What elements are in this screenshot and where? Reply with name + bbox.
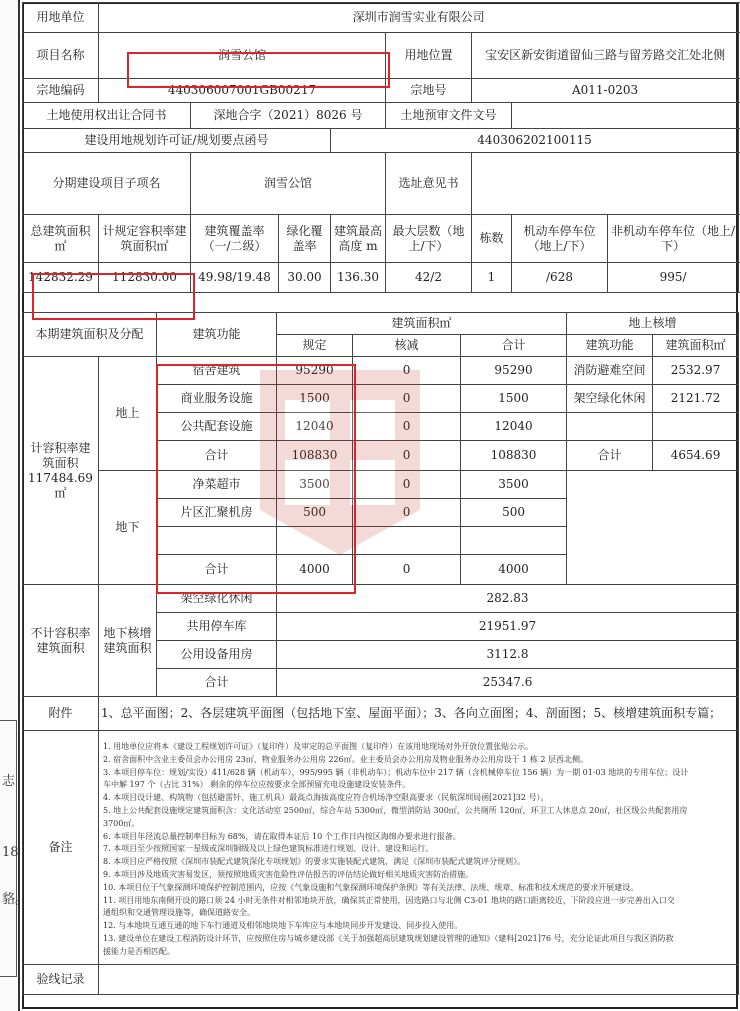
remark-line: 5. 地上公共配套设施规定建筑面积含：文化活动室 2500㎡，综合车站 5300㎡，微型消防站 300㎡，公共厕所 120㎡，环卫工人休息点 20㎡，社区级公共配套用房 bbox=[103, 805, 688, 815]
value-bike: 995/ bbox=[608, 263, 739, 293]
below-rule: 500 bbox=[277, 499, 353, 527]
parcel-no-label: 宗地号 bbox=[386, 79, 472, 103]
parcel-no-value: A011-0203 bbox=[472, 79, 739, 103]
above-rule: 108830 bbox=[277, 441, 353, 471]
below-total bbox=[461, 527, 567, 555]
verify-area: 2121.72 bbox=[653, 385, 739, 413]
below-rule bbox=[277, 527, 353, 555]
sub-project-label: 分期建设项目子项名 bbox=[23, 153, 191, 215]
land-location-label: 用地位置 bbox=[386, 33, 472, 79]
above-func: 合计 bbox=[157, 441, 277, 471]
remark-line: 9. 本项目涉及地质灾害易发区，须按照地质灾害危险性评估报告的评估结论做好相关地质灾害防治措施。 bbox=[103, 869, 474, 879]
value-far-area: 112830.00 bbox=[99, 263, 191, 293]
below-blank bbox=[567, 471, 739, 585]
remark-line: 13. 建设单位在建设工程消防设计环节，应按照住房与城乡建设部《关于加强超高层建筑规划建设管理的通知》（建科[2021]76 号，充分论证此项目与我区消防救 bbox=[103, 933, 674, 943]
remarks-label: 备注 bbox=[23, 731, 99, 965]
far-area-label: 计容积率建筑面积 117484.69㎡ bbox=[23, 357, 99, 585]
planning-permit-label: 建设用地规划许可证/规划要点函号 bbox=[23, 129, 331, 153]
remark-line: 7. 本项目至少按照国家一星级或深圳铜级及以上绿色建筑标准进行规划、设计、建设和运行。 bbox=[103, 844, 434, 854]
site-opinion-value bbox=[472, 153, 739, 215]
value-floors: 42/2 bbox=[386, 263, 472, 293]
above-total: 12040 bbox=[461, 413, 567, 441]
col-deduct: 核减 bbox=[353, 335, 461, 357]
header-far-area: 计规定容积率建筑面积㎡ bbox=[99, 215, 191, 263]
planning-permit-value: 440306202100115 bbox=[331, 129, 739, 153]
verify-area: 2532.97 bbox=[653, 357, 739, 385]
above-func: 宿舍建筑 bbox=[157, 357, 277, 385]
above-total: 1500 bbox=[461, 385, 567, 413]
parcel-code-value: 440306007001GB00217 bbox=[99, 79, 386, 103]
verify-area-label: 建筑面积㎡ bbox=[653, 335, 739, 357]
remark-line: 8. 本项目应严格按照《深圳市装配式建筑深化专项规划》的要求实施装配式建筑，满足《深圳市装配式建筑评分规则》。 bbox=[103, 857, 526, 867]
nonfar-name: 合计 bbox=[157, 669, 277, 697]
header-buildings: 栋数 bbox=[472, 215, 512, 263]
allocation-area-label: 建筑面积㎡ bbox=[277, 313, 567, 335]
verify-func: 消防避难空间 bbox=[567, 357, 653, 385]
header-green: 绿化覆盖率 bbox=[279, 215, 331, 263]
remark-line: 4. 本项目设计建、构筑物（包括避雷针、施工机具）最高点海拔高度应符合机场净空限高要求（民航深圳局函[2021]32 号）。 bbox=[103, 793, 549, 803]
value-car: /628 bbox=[512, 263, 608, 293]
above-row bbox=[23, 357, 739, 385]
remark-line: 6. 本项目年径流总量控制率目标为 68%，请在取得本证后 10 个工作日内按区海绵办要求进行报备。 bbox=[103, 831, 461, 841]
left-margin-char-3: 貉。 bbox=[2, 892, 29, 907]
below-total: 4000 bbox=[461, 555, 567, 585]
allocation-table bbox=[22, 312, 739, 995]
value-total-area: 142832.29 bbox=[23, 263, 99, 293]
value-coverage: 49.98/19.48 bbox=[191, 263, 279, 293]
nonfar-value: 25347.6 bbox=[277, 669, 739, 697]
parcel-code-label: 宗地编码 bbox=[23, 79, 99, 103]
remark-line: 1. 用地单位应将本《建设工程规划许可证》（复印件）及审定的总平面图（复印件）在该用地现场对外开放位置张贴公示。 bbox=[103, 742, 534, 751]
above-func: 商业服务设施 bbox=[157, 385, 277, 413]
verify-func bbox=[567, 413, 653, 441]
nonfar-label: 不计容积率建筑面积 bbox=[23, 585, 99, 697]
nonfar-name: 架空绿化休闲 bbox=[157, 585, 277, 613]
project-name-value: 润雪公馆 bbox=[99, 33, 386, 79]
pre-approval-value bbox=[512, 103, 739, 129]
sub-project-value: 润雪公馆 bbox=[191, 153, 386, 215]
nonfar-value: 21951.97 bbox=[277, 613, 739, 641]
below-deduct: 0 bbox=[353, 471, 461, 499]
above-deduct: 0 bbox=[353, 413, 461, 441]
below-func bbox=[157, 527, 277, 555]
land-user-label: 用地单位 bbox=[23, 3, 99, 33]
attachment-value: 1、总平面图；2、各层建筑平面图（包括地下室、屋面平面）；3、各向立面图；4、剖面图；5、核增建筑面积专篇； bbox=[99, 697, 739, 731]
nonfar-name: 公用设备用房 bbox=[157, 641, 277, 669]
remark-line: 通组织和交通管理设施等，确保道路安全。 bbox=[103, 908, 255, 918]
site-opinion-label: 选址意见书 bbox=[386, 153, 472, 215]
nonfar-sub-label: 地下核增建筑面积 bbox=[99, 585, 157, 697]
left-margin-char-2: 18 bbox=[2, 845, 19, 860]
header-coverage: 建筑覆盖率（一/二级） bbox=[191, 215, 279, 263]
below-deduct: 0 bbox=[353, 555, 461, 585]
below-label: 地下 bbox=[99, 471, 157, 585]
above-rule: 95290 bbox=[277, 357, 353, 385]
above-label: 地上 bbox=[99, 357, 157, 471]
below-func: 片区汇聚机房 bbox=[157, 499, 277, 527]
below-rule: 3500 bbox=[277, 471, 353, 499]
above-total: 108830 bbox=[461, 441, 567, 471]
verify-area: 4654.69 bbox=[653, 441, 739, 471]
verify-area bbox=[653, 413, 739, 441]
nonfar-value: 282.83 bbox=[277, 585, 739, 613]
below-total: 500 bbox=[461, 499, 567, 527]
remarks-body bbox=[99, 731, 739, 965]
inspection-label: 验线记录 bbox=[23, 965, 99, 995]
remark-line: 2. 宿舍面积中含业主委员会办公用房 23㎡，物业服务办公用房 226㎡。业主委员会办公用房及物业服务办公用房设于 1 栋 2 层西北侧。 bbox=[103, 754, 589, 764]
below-total: 3500 bbox=[461, 471, 567, 499]
remark-line: 3. 本项目停车位：规划/实设）411/628 辆（机动车），995/995 辆（非机动车）；机动车位中 217 辆（含机械停车位 156 辆）为一期 01-03 地块的专用车位；设计 bbox=[103, 767, 689, 777]
below-deduct bbox=[353, 527, 461, 555]
contract-value: 深地合字（2021）8026 号 bbox=[191, 103, 386, 129]
nonfar-row bbox=[23, 585, 739, 613]
value-height: 136.30 bbox=[331, 263, 386, 293]
header-total-area: 总建筑面积㎡ bbox=[23, 215, 99, 263]
remark-line: 12. 与本地块互通互通的地下车行通道及相邻地块地下车库应与本地块同步开发建设、同步投入使用。 bbox=[103, 921, 463, 931]
above-rule: 12040 bbox=[277, 413, 353, 441]
remark-line: 车中解 197 个（占比 31%） 剩余的停车位应按要求全部预留充电设施建设安装条件。 bbox=[103, 780, 411, 790]
remark-line: 10. 本项目位于气象探测环境保护控制范围内，应按《气象设施和气象探测环境保护条例》等有关法律、法规、规章、标准和技术规范的要求开展建设。 bbox=[103, 882, 639, 892]
col-rule: 规定 bbox=[277, 335, 353, 357]
value-buildings: 1 bbox=[472, 263, 512, 293]
verify-func-label: 建筑功能 bbox=[567, 335, 653, 357]
land-user-value: 深圳市润雪实业有限公司 bbox=[99, 3, 739, 33]
below-row bbox=[23, 471, 739, 499]
header-car: 机动车停车位（地上/下） bbox=[512, 215, 608, 263]
above-deduct: 0 bbox=[353, 441, 461, 471]
inspection-value bbox=[99, 965, 739, 995]
project-name-label: 项目名称 bbox=[23, 33, 99, 79]
below-deduct: 0 bbox=[353, 499, 461, 527]
value-green: 30.00 bbox=[279, 263, 331, 293]
remark-line: 11. 项目用地东南侧开设的路口须 24 小时无条件对相邻地块开放，确保其正常使用，因选路口与北侧 C3-01 地块的路口距离较近，下阶段应进一步完善出入口交 bbox=[103, 895, 675, 905]
above-func: 公共配套设施 bbox=[157, 413, 277, 441]
col-total: 合计 bbox=[461, 335, 567, 357]
pre-approval-label: 土地预审文件文号 bbox=[386, 103, 512, 129]
allocation-func-label: 建筑功能 bbox=[157, 313, 277, 357]
verify-func: 架空绿化休闲 bbox=[567, 385, 653, 413]
above-deduct: 0 bbox=[353, 357, 461, 385]
below-rule: 4000 bbox=[277, 555, 353, 585]
attachment-label: 附件 bbox=[23, 697, 99, 731]
header-height: 建筑最高高度 m bbox=[331, 215, 386, 263]
header-floors: 最大层数（地上/下） bbox=[386, 215, 472, 263]
land-location-value: 宝安区新安街道留仙三路与留芳路交汇处北侧 bbox=[472, 33, 739, 79]
above-deduct: 0 bbox=[353, 385, 461, 413]
above-total: 95290 bbox=[461, 357, 567, 385]
below-func: 净菜超市 bbox=[157, 471, 277, 499]
verify-label: 地上核增 bbox=[567, 313, 739, 335]
above-rule: 1500 bbox=[277, 385, 353, 413]
header-bike: 非机动车停车位（地上/下） bbox=[608, 215, 739, 263]
below-func: 合计 bbox=[157, 555, 277, 585]
contract-label: 土地使用权出让合同书 bbox=[23, 103, 191, 129]
verify-func: 合计 bbox=[567, 441, 653, 471]
allocation-label: 本期建筑面积及分配 bbox=[23, 313, 157, 357]
permit-table bbox=[22, 2, 739, 293]
remark-line: 援能力是否相匹配。 bbox=[103, 946, 175, 956]
nonfar-value: 3112.8 bbox=[277, 641, 739, 669]
remark-line: 3700㎡。 bbox=[103, 818, 140, 828]
left-margin-char-1: 志 bbox=[2, 774, 16, 789]
nonfar-name: 共用停车库 bbox=[157, 613, 277, 641]
